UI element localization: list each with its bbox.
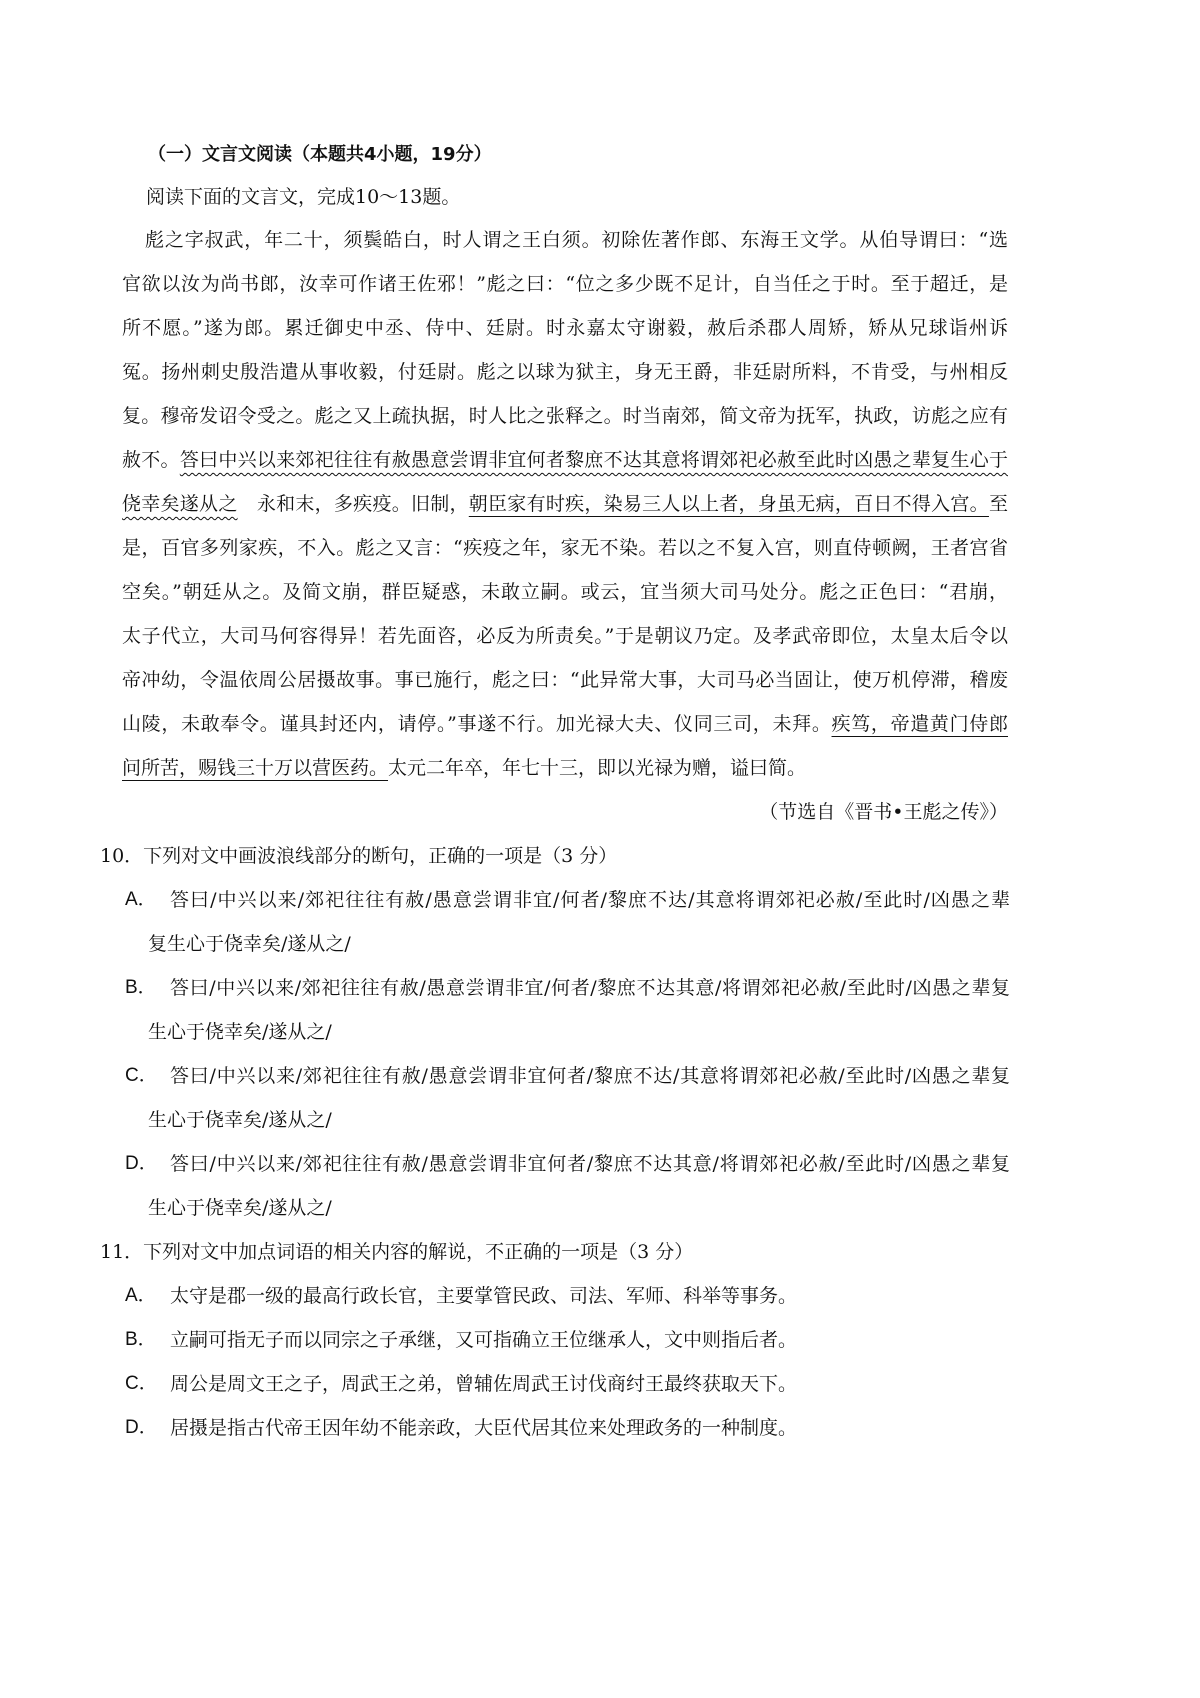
option-label: D． <box>125 1153 158 1174</box>
passage-line <box>122 350 1008 394</box>
option-text-continued: 生心于侥幸矣/遂从之/ <box>148 1197 332 1219</box>
wavy-underlined-text: 答曰中兴以来郊祀往往有赦愚意尝谓非宜何者黎庶不达其意将谓郊祀必赦至此时凶愚之辈复生心于 <box>179 449 1008 471</box>
option-text: 答曰/中兴以来/郊祀往往有赦/愚意尝谓非宜/何者/黎庶不达其意/将谓郊祀必赦/至此时/凶愚之辈复 <box>170 977 1010 999</box>
reading-instruction: 阅读下面的文言文，完成10～13题。 <box>146 186 461 208</box>
passage-text: 太子代立，大司马何容得异！若先面咨，必反为所责矣。”于是朝议乃定。及孝武帝即位，太皇太后令以 <box>122 625 1008 647</box>
exam-page <box>0 134 1200 1450</box>
option-text: 答曰/中兴以来/郊祀往往有赦/愚意尝谓非宜何者/黎庶不达/其意将谓郊祀必赦/至此时/凶愚之辈复 <box>170 1065 1010 1087</box>
option-text: 居摄是指古代帝王因年幼不能亲政，大臣代居其位来处理政务的一种制度。 <box>170 1417 798 1439</box>
passage-line <box>122 482 1008 526</box>
passage-text: 官欲以汝为尚书郎，汝幸可作诸王佐邪！”彪之曰：“位之多少既不足计，自当任之于时。至于超迁，是 <box>122 273 1008 295</box>
passage-line <box>122 570 1008 614</box>
section-title: （一）文言文阅读（本题共4小题，19分） <box>148 144 492 165</box>
question-stem: 10．下列对文中画波浪线部分的断句，正确的一项是（3 分） <box>100 845 618 867</box>
option-text: 周公是周文王之子，周武王之弟，曾辅佐周武王讨伐商纣王最终获取天下。 <box>170 1373 798 1395</box>
wavy-underlined-text: 侥幸矣遂从之 <box>122 493 238 515</box>
passage-text: 永和末，多疾疫。旧制， <box>237 493 469 515</box>
passage-line <box>145 218 1008 262</box>
passage-line <box>122 306 1008 350</box>
option-text: 答曰/中兴以来/郊祀往往有赦/愚意尝谓非宜/何者/黎庶不达/其意将谓郊祀必赦/至此时/凶愚之辈 <box>170 889 1010 911</box>
option-label: B． <box>125 977 157 998</box>
passage-line <box>122 262 1008 306</box>
question-11 <box>0 1230 1200 1450</box>
option-label: C． <box>125 1065 158 1086</box>
passage-line <box>122 438 1008 482</box>
passage-line <box>122 614 1008 658</box>
option-text: 太守是郡一级的最高行政长官，主要掌管民政、司法、军师、科举等事务。 <box>170 1285 798 1307</box>
option-c <box>0 1054 1200 1098</box>
option-label: B． <box>125 1329 157 1350</box>
option-label: A． <box>125 889 157 910</box>
passage-text: 冤。扬州刺史殷浩遣从事收毅，付廷尉。彪之以球为狱主，身无王爵，非廷尉所料，不肯受，与州相反 <box>122 361 1008 383</box>
passage-text: 彪之字叔武，年二十，须鬓皓白，时人谓之王白须。初除佐著作郎、东海王文学。从伯导谓曰：“选 <box>145 229 1008 251</box>
classical-chinese-passage <box>0 218 1200 790</box>
option-text-continued: 生心于侥幸矣/遂从之/ <box>148 1109 332 1131</box>
option-text-continued: 复生心于侥幸矣/遂从之/ <box>148 933 351 955</box>
passage-text: 山陵，未敢奉令。谨具封还内，请停。”事遂不行。加光禄大夫、仪同三司，未拜。 <box>122 713 832 735</box>
option-text: 立嗣可指无子而以同宗之子承继，又可指确立王位继承人，文中则指后者。 <box>170 1329 798 1351</box>
option-label: D． <box>125 1417 158 1438</box>
passage-text: 赦不。 <box>122 449 180 471</box>
underlined-text: 朝臣家有时疾，染易三人以上者，身虽无病，百日不得入宫。 <box>468 493 989 515</box>
option-a <box>0 1274 1200 1318</box>
passage-source: （节选自《晋书•王彪之传》） <box>759 801 1008 823</box>
underlined-text: 问所苦，赐钱三十万以营医药。 <box>122 757 389 779</box>
passage-text: 帝冲幼，令温依周公居摄故事。事已施行，彪之曰：“此异常大事，大司马必当固让，使万机停滞，稽废 <box>122 669 1008 691</box>
option-d <box>0 1406 1200 1450</box>
passage-text: 所不愿。”遂为郎。累迁御史中丞、侍中、廷尉。时永嘉太守谢毅，赦后杀郡人周矫，矫从兄球诣州诉 <box>122 317 1008 339</box>
option-b <box>0 966 1200 1010</box>
passage-line <box>122 394 1008 438</box>
passage-text: 空矣。”朝廷从之。及简文崩，群臣疑惑，未敢立嗣。或云，宜当须大司马处分。彪之正色曰：“君崩， <box>122 581 1008 603</box>
option-text-continued: 生心于侥幸矣/遂从之/ <box>148 1021 332 1043</box>
option-label: A． <box>125 1285 157 1306</box>
question-10 <box>0 834 1200 1230</box>
passage-line <box>122 702 1008 746</box>
passage-line <box>122 526 1008 570</box>
passage-line <box>122 658 1008 702</box>
option-c <box>0 1362 1200 1406</box>
passage-line <box>122 746 1008 790</box>
option-b <box>0 1318 1200 1362</box>
question-stem: 11．下列对文中加点词语的相关内容的解说，不正确的一项是（3 分） <box>100 1241 694 1263</box>
passage-text: 至 <box>988 493 1008 515</box>
option-text: 答曰/中兴以来/郊祀往往有赦/愚意尝谓非宜何者/黎庶不达其意/将谓郊祀必赦/至此时/凶愚之辈复 <box>170 1153 1010 1175</box>
option-a <box>0 878 1200 922</box>
underlined-text: 疾笃，帝遣黄门侍郎 <box>831 713 1008 735</box>
passage-text: 复。穆帝发诏令受之。彪之又上疏执据，时人比之张释之。时当南郊，简文帝为抚军，执政，访彪之应有 <box>122 405 1008 427</box>
passage-text: 太元二年卒，年七十三，即以光禄为赠，谥曰简。 <box>388 757 807 779</box>
option-d <box>0 1142 1200 1186</box>
questions <box>0 834 1200 1450</box>
option-label: C． <box>125 1373 158 1394</box>
passage-text: 是，百官多列家疾，不入。彪之又言：“疾疫之年，家无不染。若以之不复入宫，则直侍顿阙，王者宫省 <box>122 537 1008 559</box>
